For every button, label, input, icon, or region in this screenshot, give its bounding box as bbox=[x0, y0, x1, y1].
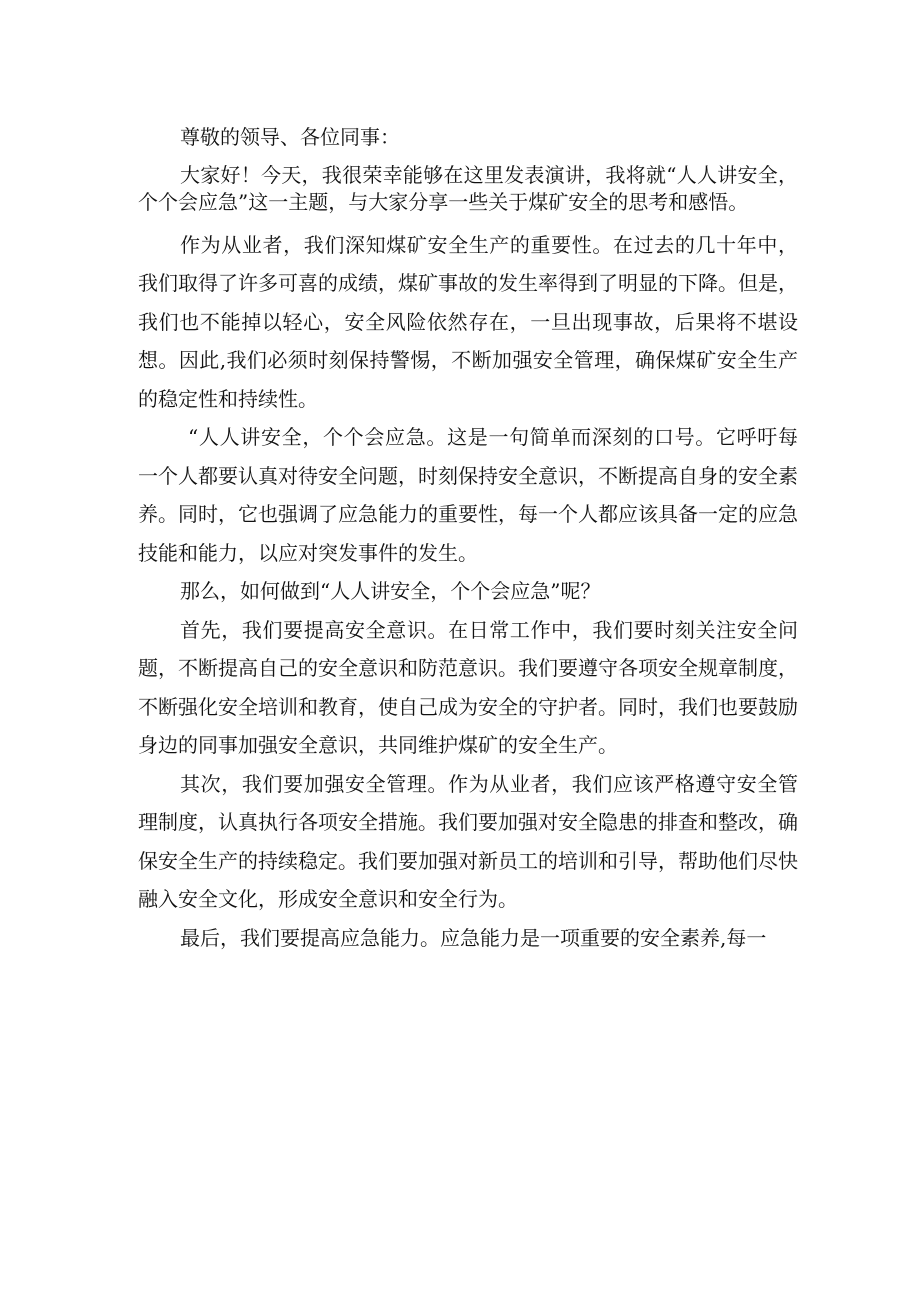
document-page bbox=[138, 118, 798, 957]
first-point-paragraph: 首先，我们要提高安全意识。在日常工作中，我们要时刻关注安全问题，不断提高自己的安全意识和防范意识。我们要遵守各项安全规章制度，不断强化安全培训和教育，使自己成为安全的守护者。同时，我们也要鼓励身边的同事加强安全意识，共同维护煤矿的安全生产。 bbox=[138, 617, 798, 757]
intro-paragraph: 大家好！今天，我很荣幸能够在这里发表演讲，我将就“人人讲安全，个个会应急”这一主题，与大家分享一些关于煤矿安全的思考和感悟。 bbox=[138, 162, 798, 214]
final-point-paragraph: 最后，我们要提高应急能力。应急能力是一项重要的安全素养,每一 bbox=[180, 925, 767, 950]
second-point-paragraph: 其次，我们要加强安全管理。作为从业者，我们应该严格遵守安全管理制度，认真执行各项安全措施。我们要加强对安全隐患的排查和整改，确保安全生产的持续稳定。我们要加强对新员工的培训和引导，帮助他们尽快融入安全文化，形成安全意识和安全行为。 bbox=[138, 771, 798, 911]
greeting-paragraph: 尊敬的领导、各位同事： bbox=[180, 125, 400, 149]
importance-paragraph: 作为从业者，我们深知煤矿安全生产的重要性。在过去的几十年中，我们取得了许多可喜的成绩，煤矿事故的发生率得到了明显的下降。但是，我们也不能掉以轻心，安全风险依然存在，一旦出现事故，后果将不堪设想。因此,我们必须时刻保持警惕，不断加强安全管理，确保煤矿安全生产的稳定性和持续性。 bbox=[138, 232, 798, 411]
slogan-paragraph: “人人讲安全，个个会应急。这是一句简单而深刻的口号。它呼吁每一个人都要认真对待安全问题，时刻保持安全意识，不断提高自身的安全素养。同时，它也强调了应急能力的重要性，每一个人都应该具备一定的应急技能和能力，以应对突发事件的发生。 bbox=[138, 425, 798, 565]
question-paragraph: 那么，如何做到“人人讲安全，个个会应急”呢？ bbox=[180, 579, 601, 603]
